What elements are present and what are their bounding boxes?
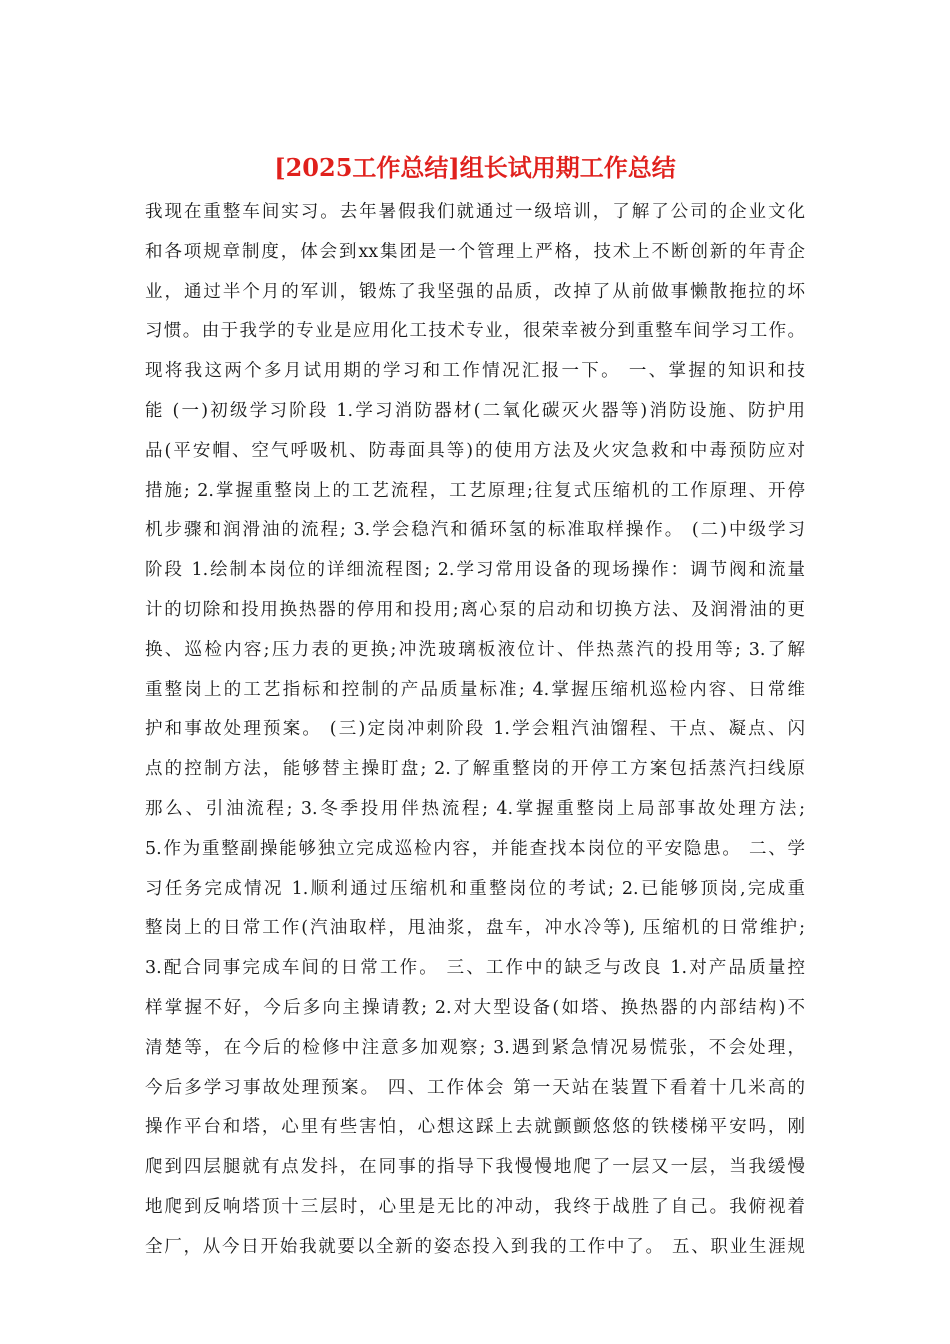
- body-line: 和各项规章制度，体会到xx集团是一个管理上严格，技术上不断创新的年青企: [145, 241, 805, 262]
- body-line: 阶段 1.绘制本岗位的详细流程图; 2.学习常用设备的现场操作：调节阀和流量: [145, 560, 805, 581]
- body-line: 品(平安帽、空气呼吸机、防毒面具等)的使用方法及火灾急救和中毒预防应对: [145, 440, 805, 461]
- body-line: 样掌握不好，今后多向主操请教; 2.对大型设备(如塔、换热器的内部结构)不: [145, 997, 805, 1018]
- document-title: [2025工作总结]组长试用期工作总结: [274, 153, 676, 182]
- body-line: 业，通过半个月的军训，锻炼了我坚强的品质，改掉了从前做事懒散拖拉的坏: [145, 281, 805, 302]
- body-line: 整岗上的日常工作(汽油取样，甩油浆，盘车，冲水冷等), 压缩机的日常维护;: [145, 918, 805, 939]
- body-line: 地爬到反响塔顶十三层时，心里是无比的冲动，我终于战胜了自己。我俯视着: [145, 1196, 805, 1217]
- body-line: 习惯。由于我学的专业是应用化工技术专业，很荣幸被分到重整车间学习工作。: [145, 321, 805, 342]
- body-line: 我现在重整车间实习。去年暑假我们就通过一级培训，了解了公司的企业文化: [145, 202, 805, 222]
- body-line: 全厂，从今日开始我就要以全新的姿态投入到我的工作中了。 五、职业生涯规: [145, 1236, 805, 1257]
- document-body: [145, 193, 805, 1268]
- body-line: 清楚等，在今后的检修中注意多加观察; 3.遇到紧急情况易慌张，不会处理，: [145, 1037, 805, 1058]
- body-line: 那么、引油流程; 3.冬季投用伴热流程; 4.掌握重整岗上局部事故处理方法;: [145, 798, 805, 819]
- body-line: 习任务完成情况 1.顺利通过压缩机和重整岗位的考试; 2.已能够顶岗,完成重: [145, 878, 805, 899]
- body-line: 重整岗上的工艺指标和控制的产品质量标准; 4.掌握压缩机巡检内容、日常维: [145, 679, 805, 700]
- body-line: 5.作为重整副操能够独立完成巡检内容，并能查找本岗位的平安隐患。 二、学: [145, 838, 805, 859]
- body-line: 点的控制方法，能够替主操盯盘; 2.了解重整岗的开停工方案包括蒸汽扫线原: [145, 759, 805, 780]
- body-line: 机步骤和润滑油的流程; 3.学会稳汽和循环氢的标准取样操作。 (二)中级学习: [145, 520, 805, 541]
- body-line: 操作平台和塔，心里有些害怕，心想这踩上去就颤颤悠悠的铁楼梯平安吗，刚: [145, 1117, 805, 1138]
- body-line: 今后多学习事故处理预案。 四、工作体会 第一天站在装置下看着十几米高的: [145, 1077, 805, 1098]
- body-line: 换、巡检内容;压力表的更换;冲洗玻璃板液位计、伴热蒸汽的投用等; 3.了解: [145, 639, 805, 660]
- body-line: 护和事故处理预案。 (三)定岗冲刺阶段 1.学会粗汽油馏程、干点、凝点、闪: [145, 719, 805, 740]
- body-line: 现将我这两个多月试用期的学习和工作情况汇报一下。 一、掌握的知识和技: [145, 361, 805, 382]
- body-line: 计的切除和投用换热器的停用和投用;离心泵的启动和切换方法、及润滑油的更: [145, 599, 805, 620]
- body-line: 措施; 2.掌握重整岗上的工艺流程，工艺原理;往复式压缩机的工作原理、开停: [145, 480, 805, 501]
- body-line: 爬到四层腿就有点发抖，在同事的指导下我慢慢地爬了一层又一层，当我缓慢: [145, 1157, 805, 1178]
- body-line: 3.配合同事完成车间的日常工作。 三、工作中的缺乏与改良 1.对产品质量控: [145, 958, 805, 979]
- body-line: 能 (一)初级学习阶段 1.学习消防器材(二氧化碳灭火器等)消防设施、防护用: [145, 400, 805, 421]
